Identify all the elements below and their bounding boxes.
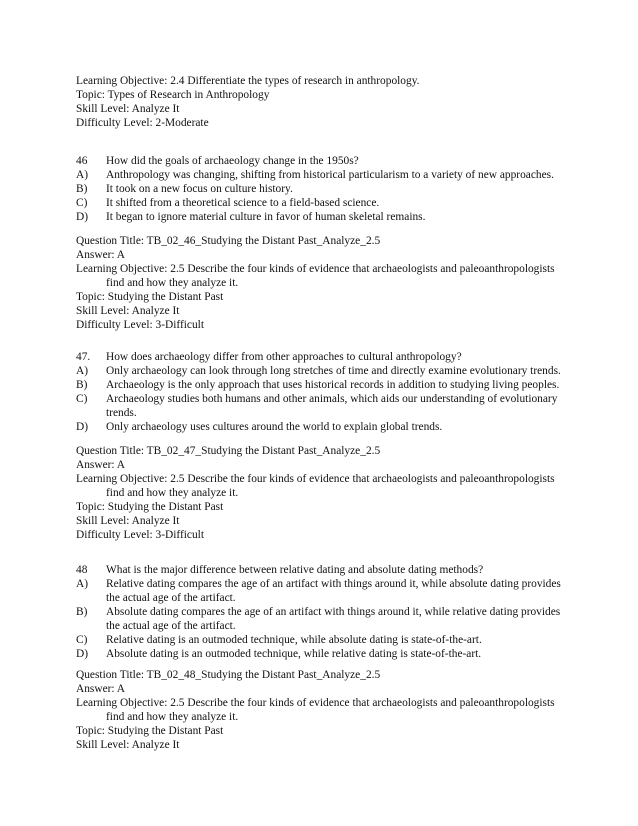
option-a — [76, 577, 576, 591]
option-label: B) — [76, 606, 88, 618]
question-number: 47. — [76, 351, 91, 363]
option-text: Anthropology was changing, shifting from historical particularism to a variety of new approaches. — [106, 169, 554, 181]
option-label: D) — [76, 648, 89, 660]
option-c — [76, 633, 576, 647]
skill-level: Skill Level: Analyze It — [76, 103, 180, 115]
question-text: How does archaeology differ from other approaches to cultural anthropology? — [106, 351, 462, 363]
question-number: 46 — [76, 155, 88, 167]
difficulty-level: Difficulty Level: 3-Difficult — [76, 529, 205, 541]
question-47 — [76, 350, 576, 434]
option-label: C) — [76, 197, 88, 209]
option-d — [76, 210, 576, 224]
option-text-continued: the actual age of the artifact. — [106, 592, 236, 604]
option-text-continued: trends. — [106, 407, 137, 419]
option-text: Absolute dating is an outmoded technique, while relative dating is state-of-the-art. — [106, 648, 482, 660]
option-c-continued — [76, 406, 576, 420]
learning-objective-continued: find and how they analyze it. — [106, 711, 239, 723]
topic: Topic: Studying the Distant Past — [76, 291, 224, 303]
question-text: What is the major difference between relative dating and absolute dating methods? — [106, 564, 484, 576]
question-46-metadata — [76, 234, 576, 332]
answer: Answer: A — [76, 459, 126, 471]
question-stem — [76, 154, 576, 168]
option-d — [76, 647, 576, 661]
answer: Answer: A — [76, 683, 126, 695]
question-stem — [76, 350, 576, 364]
option-a-continued — [76, 591, 576, 605]
option-d — [76, 420, 576, 434]
option-label: C) — [76, 634, 88, 646]
option-a — [76, 168, 576, 182]
option-text: Only archaeology can look through long stretches of time and directly examine evolutionary trends. — [106, 365, 561, 377]
topic: Topic: Types of Research in Anthropology — [76, 89, 270, 101]
question-title: Question Title: TB_02_48_Studying the Distant Past_Analyze_2.5 — [76, 669, 381, 681]
topic: Topic: Studying the Distant Past — [76, 725, 224, 737]
option-b — [76, 378, 576, 392]
skill-level: Skill Level: Analyze It — [76, 305, 180, 317]
option-text: Relative dating is an outmoded technique, while absolute dating is state-of-the-art. — [106, 634, 482, 646]
question-48-metadata — [76, 668, 576, 752]
question-48 — [76, 563, 576, 661]
skill-level: Skill Level: Analyze It — [76, 515, 180, 527]
option-label: A) — [76, 578, 89, 590]
learning-objective: Learning Objective: 2.5 Describe the four kinds of evidence that archaeologists and paleoanthropologists — [76, 697, 555, 709]
skill-level: Skill Level: Analyze It — [76, 739, 180, 751]
option-label: C) — [76, 393, 88, 405]
question-number: 48 — [76, 564, 88, 576]
option-b — [76, 605, 576, 619]
learning-objective-continued: find and how they analyze it. — [106, 487, 239, 499]
option-label: A) — [76, 169, 89, 181]
option-text-continued: the actual age of the artifact. — [106, 620, 236, 632]
option-text: Archaeology studies both humans and other animals, which aids our understanding of evolutionary — [106, 393, 558, 405]
question-title: Question Title: TB_02_46_Studying the Distant Past_Analyze_2.5 — [76, 235, 381, 247]
option-text: Relative dating compares the age of an artifact with things around it, while absolute dating provides — [106, 578, 561, 590]
difficulty-level: Difficulty Level: 3-Difficult — [76, 319, 205, 331]
question-text: How did the goals of archaeology change in the 1950s? — [106, 155, 359, 167]
option-label: B) — [76, 183, 88, 195]
option-label: A) — [76, 365, 89, 377]
option-text: It began to ignore material culture in favor of human skeletal remains. — [106, 211, 426, 223]
question-47-metadata — [76, 444, 576, 542]
option-b — [76, 182, 576, 196]
option-text: Archaeology is the only approach that uses historical records in addition to studying living peoples. — [106, 379, 560, 391]
learning-objective: Learning Objective: 2.4 Differentiate the types of research in anthropology. — [76, 75, 420, 87]
header-metadata — [76, 74, 576, 130]
learning-objective-continued: find and how they analyze it. — [106, 277, 239, 289]
topic: Topic: Studying the Distant Past — [76, 501, 224, 513]
option-text: It took on a new focus on culture history. — [106, 183, 293, 195]
learning-objective: Learning Objective: 2.5 Describe the four kinds of evidence that archaeologists and paleoanthropologists — [76, 263, 555, 275]
question-title: Question Title: TB_02_47_Studying the Distant Past_Analyze_2.5 — [76, 445, 381, 457]
difficulty-level: Difficulty Level: 2-Moderate — [76, 117, 209, 129]
option-label: D) — [76, 211, 89, 223]
option-b-continued — [76, 619, 576, 633]
option-text: Absolute dating compares the age of an artifact with things around it, while relative dating provides — [106, 606, 561, 618]
learning-objective: Learning Objective: 2.5 Describe the four kinds of evidence that archaeologists and paleoanthropologists — [76, 473, 555, 485]
option-c — [76, 196, 576, 210]
option-label: D) — [76, 421, 89, 433]
option-label: B) — [76, 379, 88, 391]
option-a — [76, 364, 576, 378]
answer: Answer: A — [76, 249, 126, 261]
option-c — [76, 392, 576, 406]
option-text: It shifted from a theoretical science to a field-based science. — [106, 197, 380, 209]
question-46 — [76, 154, 576, 224]
option-text: Only archaeology uses cultures around the world to explain global trends. — [106, 421, 443, 433]
question-stem — [76, 563, 576, 577]
